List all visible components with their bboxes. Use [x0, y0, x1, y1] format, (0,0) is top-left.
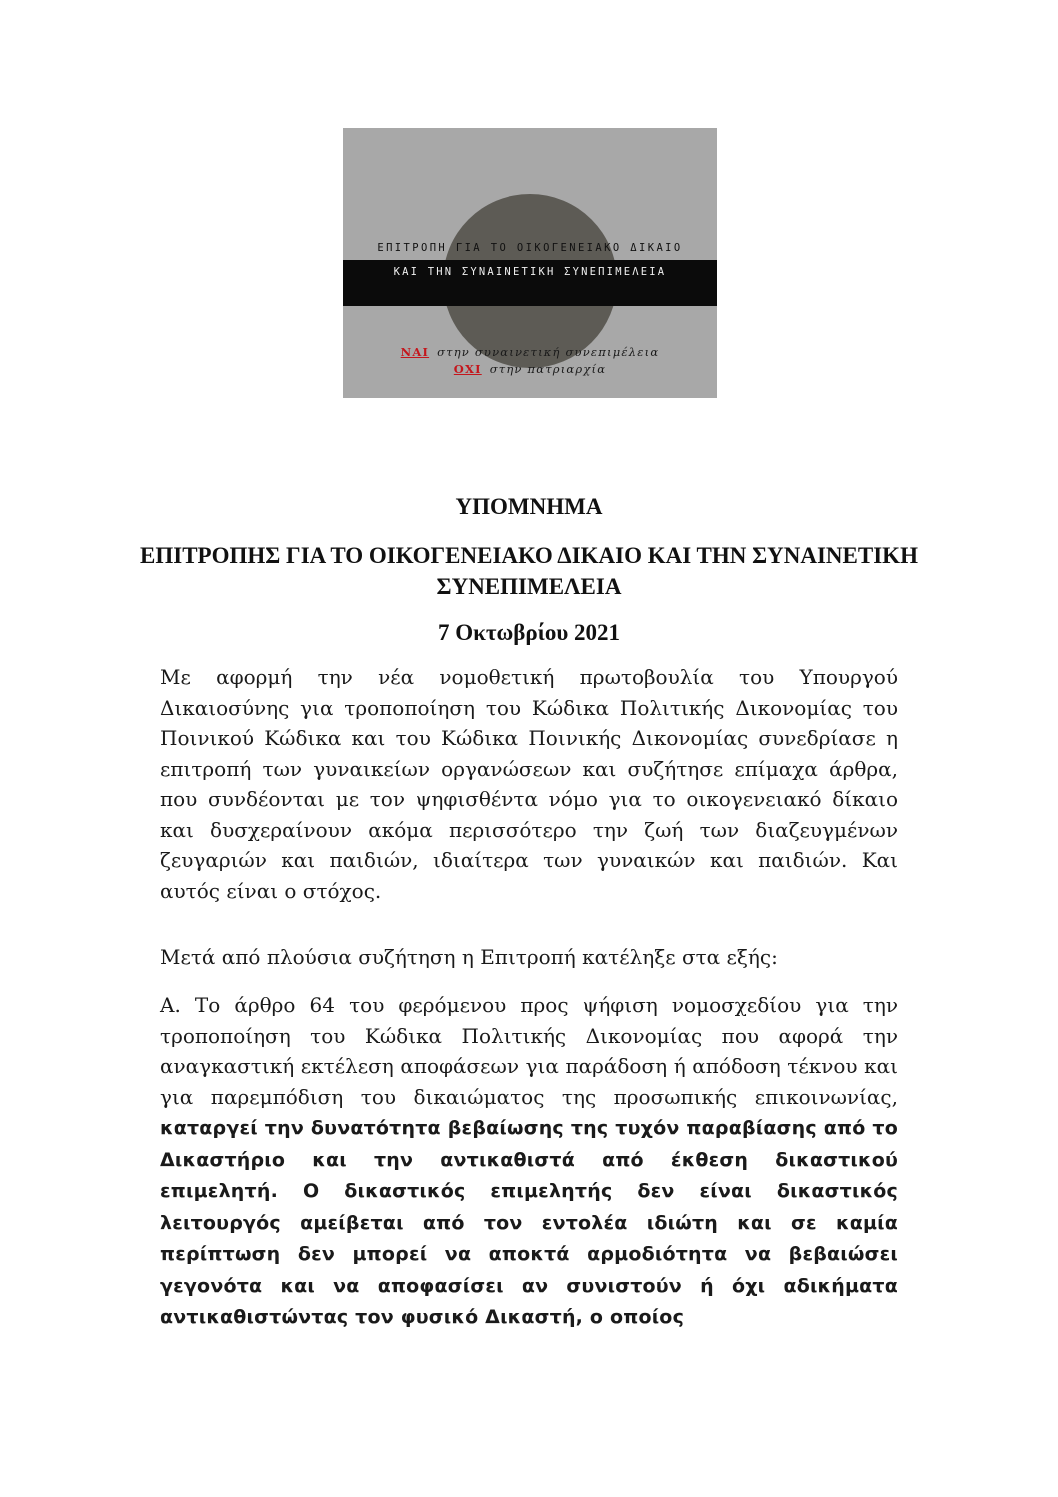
document-title: ΥΠΟΜΝΗΜΑ [455, 494, 603, 519]
committee-logo [343, 128, 717, 398]
paragraph-article-64-bold: καταργεί την δυνατότητα βεβαίωσης της τυχόν παραβίασης από το Δικαστήριο και την αντικαθιστά από έκθεση δικαστικού επιμελητή. Ο δικαστικός επιμελητής δεν είναι δικαστικός λειτουργός αμείβεται από τον εντολέα ιδιώτη και σε καμία περίπτωση δεν μπορεί να αποκτά αρμοδιότητα να βεβαιώσει γεγονότα και να αποφασίσει αν συνιστούν ή όχι αδικήματα αντικαθιστώντας τον φυσικό Δικαστή, ο οποίος [160, 1117, 898, 1328]
paragraph-article-64 [160, 990, 898, 1333]
logo-slogan-yes-highlight: ΝΑΙ [400, 345, 430, 359]
logo-slogan-no-text: στην πατριαρχία [489, 362, 607, 376]
document-date: 7 Οκτωβρίου 2021 [437, 620, 621, 645]
paragraph-article-64-normal: Α. Το άρθρο 64 του φερόμενου προς ψήφιση νομοσχεδίου για την τροποποίηση του Κώδικα Πολιτικής Δικονομίας που αφορά την αναγκαστική εκτέλεση αποφάσεων για παράδοση ή απόδοση τέκνου και για παρεμπόδιση του δικαιώματος της προσωπικής επικοινωνίας, [160, 993, 898, 1109]
logo-slogan-yes-text: στην συναινετική συνεπιμέλεια [437, 345, 660, 359]
paragraph-intro: Με αφορμή την νέα νομοθετική πρωτοβουλία του Υπουργού Δικαιοσύνης για τροποποίηση του Κώδικα Πολιτικής Δικονομίας του Ποινικού Κώδικα και του Κώδικα Ποινικής Δικονομίας συνεδρίασε η επιτροπή των γυναικείων οργανώσεων και συζήτησε επίμαχα άρθρα, που συνδέονται με τον ψηφισθέντα νόμο για το οικογενειακό δίκαιο και δυσχεραίνουν ακόμα περισσότερο την ζωή των διαζευγμένων ζευγαριών και παιδιών, ιδιαίτερα των γυναικών και παιδιών. Και αυτός είναι ο στόχος. [160, 665, 898, 903]
logo-slogan-yes [343, 345, 717, 359]
logo-text-line1: ΕΠΙΤΡΟΠΗ ΓΙΑ ΤΟ ΟΙΚΟΓΕΝΕΙΑΚΟ ΔΙΚΑΙΟ [377, 242, 683, 254]
logo-slogan-no-highlight: ΟΧΙ [453, 362, 482, 376]
paragraph-conclusion-lead: Μετά από πλούσια συζήτηση η Επιτροπή κατέληξε στα εξής: [160, 945, 778, 969]
logo-text-line2: ΚΑΙ ΤΗΝ ΣΥΝΑΙΝΕΤΙΚΗ ΣΥΝΕΠΙΜΕΛΕΙΑ [393, 266, 667, 278]
logo-slogan-no [343, 362, 717, 376]
document-subtitle: ΕΠΙΤΡΟΠΗΣ ΓΙΑ ΤΟ ΟΙΚΟΓΕΝΕΙΑΚΟ ΔΙΚΑΙΟ ΚΑΙ ΤΗΝ ΣΥΝΑΙΝΕΤΙΚΗ ΣΥΝΕΠΙΜΕΛΕΙΑ [140, 543, 918, 599]
